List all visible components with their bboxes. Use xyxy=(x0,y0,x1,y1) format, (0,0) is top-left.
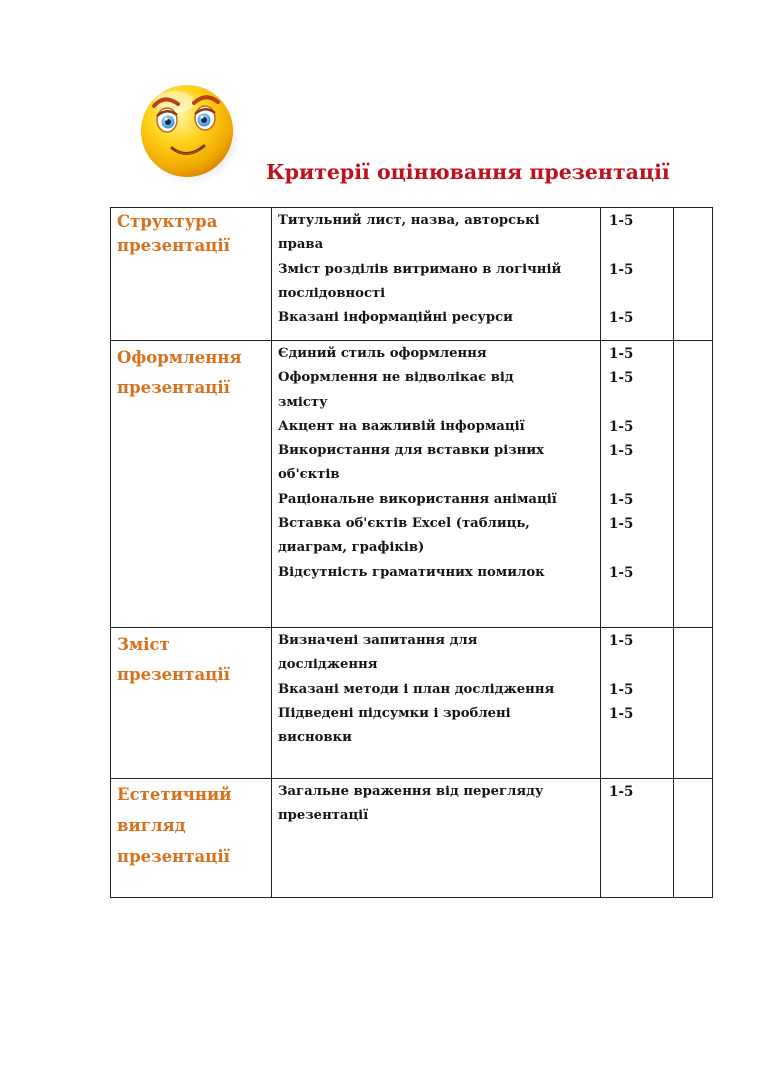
category-cell xyxy=(111,628,272,779)
score-value: 1-5 xyxy=(609,564,634,581)
criterion-text: Єдиний стиль оформлення xyxy=(278,346,487,361)
category-label: презентації xyxy=(117,847,230,866)
category-cell xyxy=(111,779,272,898)
criterion-text: Підведені підсумки і зроблені xyxy=(278,705,511,721)
score-value: 1-5 xyxy=(609,213,634,229)
score-cell xyxy=(601,208,674,341)
criteria-cell xyxy=(272,628,601,779)
score-value: 1-5 xyxy=(609,346,634,362)
criterion-text: диаграм, графіків) xyxy=(278,540,425,556)
score-value: 1-5 xyxy=(609,491,634,508)
criterion-text: Зміст розділів витримано в логічній xyxy=(278,261,562,277)
criterion-text: змісту xyxy=(278,394,328,410)
category-label: презентації xyxy=(117,665,230,684)
criterion-text: права xyxy=(278,237,324,253)
category-label: презентації xyxy=(117,236,230,255)
criterion-text: Вставка об'єктів Excel (таблиць, xyxy=(278,516,530,532)
category-label: вигляд xyxy=(117,816,186,835)
criterion-text: презентації xyxy=(278,808,369,824)
score-value: 1-5 xyxy=(609,310,634,327)
category-label: Зміст xyxy=(117,635,170,654)
criterion-text: послідовності xyxy=(278,285,386,301)
grade-cell[interactable] xyxy=(674,779,713,898)
category-label: презентації xyxy=(117,378,230,397)
criterion-text: Визначені запитання для xyxy=(278,633,478,648)
category-label: Оформлення xyxy=(117,348,242,367)
page-title: Критерії оцінювання презентації xyxy=(266,160,670,184)
table-row xyxy=(111,779,713,898)
score-value: 1-5 xyxy=(609,261,634,278)
score-cell xyxy=(601,628,674,779)
criterion-text: Відсутність граматичних помилок xyxy=(278,564,545,580)
table-row xyxy=(111,341,713,628)
criterion-text: Раціональне використання анімації xyxy=(278,491,557,507)
score-value: 1-5 xyxy=(609,443,634,460)
criterion-text: дослідження xyxy=(278,657,378,673)
category-cell xyxy=(111,208,272,341)
criterion-text: Вказані інформаційні ресурси xyxy=(278,310,513,326)
score-value: 1-5 xyxy=(609,681,634,698)
criteria-cell xyxy=(272,341,601,628)
grade-cell[interactable] xyxy=(674,341,713,628)
score-value: 1-5 xyxy=(609,370,634,387)
criteria-table xyxy=(110,207,713,898)
criteria-cell xyxy=(272,208,601,341)
score-cell xyxy=(601,779,674,898)
category-cell xyxy=(111,341,272,628)
criterion-text: Акцент на важливій інформації xyxy=(278,418,525,434)
category-label: Структура xyxy=(117,212,218,231)
smiley-face-icon xyxy=(132,76,244,188)
criterion-text: Загальне враження від перегляду xyxy=(278,784,544,799)
criterion-text: об'єктів xyxy=(278,467,340,483)
score-value: 1-5 xyxy=(609,784,634,800)
grade-cell[interactable] xyxy=(674,628,713,779)
category-label: Естетичний xyxy=(117,785,232,804)
criterion-text: Використання для вставки різних xyxy=(278,443,544,459)
score-cell xyxy=(601,341,674,628)
grade-cell[interactable] xyxy=(674,208,713,341)
criterion-text: висновки xyxy=(278,730,352,746)
criteria-cell xyxy=(272,779,601,898)
table-row xyxy=(111,628,713,779)
table-row xyxy=(111,208,713,341)
criterion-text: Оформлення не відволікає від xyxy=(278,370,514,386)
score-value: 1-5 xyxy=(609,516,634,533)
criterion-text: Вказані методи і план дослідження xyxy=(278,681,555,697)
score-value: 1-5 xyxy=(609,633,634,649)
criterion-text: Титульний лист, назва, авторські xyxy=(278,213,540,228)
score-value: 1-5 xyxy=(609,418,634,435)
score-value: 1-5 xyxy=(609,705,634,722)
